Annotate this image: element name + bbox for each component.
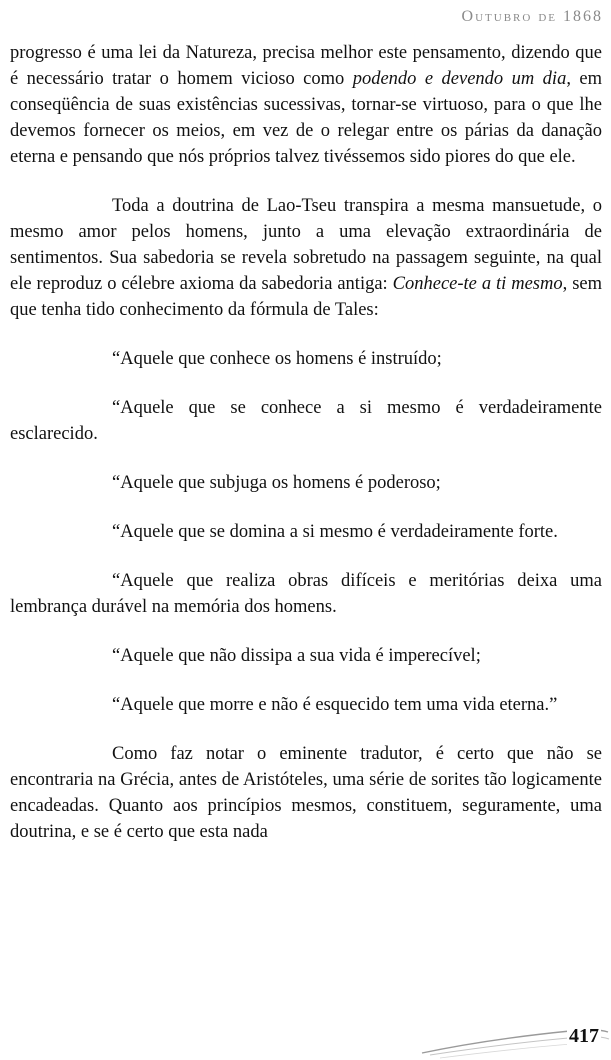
page-number: 417 (569, 1025, 599, 1047)
quote-line-1: “Aquele que conhece os homens é instruído; (112, 349, 442, 369)
running-header: Outubro de 1868 (461, 8, 603, 25)
quote-line-6: “Aquele que não dissipa a sua vida é imperecível; (112, 646, 481, 666)
paragraph-1-text-a: progresso é uma lei da Natureza, precisa melhor este pensamento, dizendo que é necessário tratar o homem vicioso como (10, 43, 602, 89)
quote-line-5: “Aquele que realiza obras difíceis e meritórias deixa uma lembrança durável na memória dos homens. (10, 571, 602, 617)
quote-line-4: “Aquele que se domina a si mesmo é verdadeiramente forte. (112, 522, 558, 542)
paragraph-1 (10, 40, 602, 170)
quote-line-3: “Aquele que subjuga os homens é poderoso; (112, 473, 441, 493)
paragraph-2-emphasis: Conhece-te a ti mesmo (392, 274, 563, 294)
paragraph-3: Como faz notar o eminente tradutor, é certo que não se encontraria na Grécia, antes de Aristóteles, uma série de sorites tão logicamente encadeadas. Quanto aos princípios mesmos, constituem, seguramente, uma doutrina, e se é certo que esta nada (10, 744, 602, 842)
paragraph-2-text-a: Toda a doutrina de Lao-Tseu transpira a mesma mansuetude, o mesmo amor pelos homens, junto a uma elevação extraordinária de sentimentos. Sua sabedoria se revela sobretudo na passagem seguinte, na qual ele reproduz o célebre axioma da sabedoria antiga: (10, 196, 602, 294)
quote-line-2: “Aquele que se conhece a si mesmo é verdadeiramente esclarecido. (10, 398, 602, 444)
paragraph-1-text-b: , em conseqüência de suas existências sucessivas, tornar-se virtuoso, para o que lhe devemos fornecer os meios, em vez de o relegar entre os párias da danação eterna e pensando que nós próprios talvez tivéssemos sido piores do que ele. (10, 69, 603, 167)
paragraph-2-text-b: , sem que tenha tido conhecimento da fórmula de Tales: (10, 274, 602, 320)
paragraph-2 (10, 193, 602, 323)
page-body (10, 40, 602, 845)
paragraph-1-emphasis: podendo e devendo um dia (352, 69, 567, 89)
quote-line-7: “Aquele que morre e não é esquecido tem uma vida eterna.” (112, 695, 558, 715)
